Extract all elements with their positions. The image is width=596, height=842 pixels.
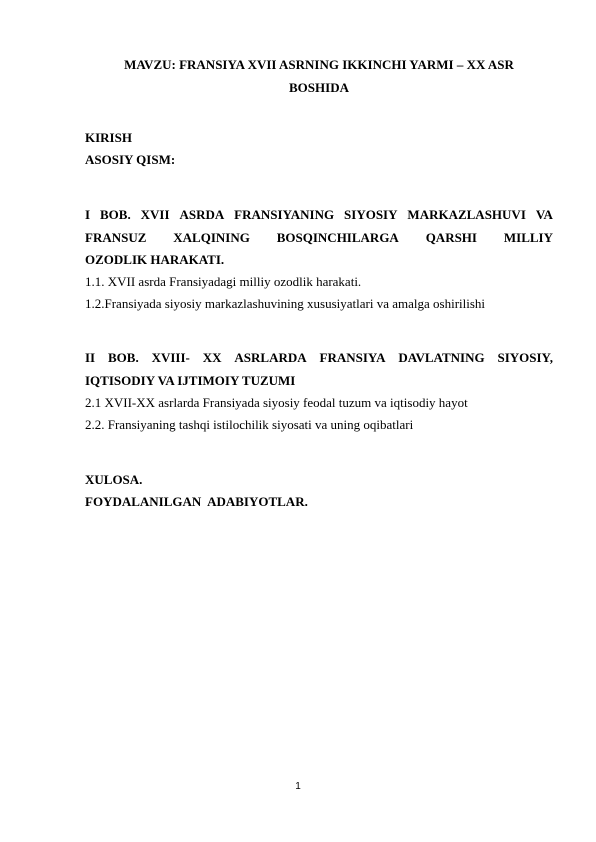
chapter2-word: XVIII- xyxy=(151,350,190,365)
chapter2-word: DAVLATNING xyxy=(398,350,485,365)
chapter1-word: I xyxy=(85,207,91,222)
main-part-heading: ASOSIY QISM: xyxy=(85,152,176,167)
chapter2-word: II xyxy=(85,350,96,365)
chapter1-word: BOB. xyxy=(99,207,131,222)
chapter2-word: FRANSIYA xyxy=(319,350,386,365)
section-2-2: 2.2. Fransiyaning tashqi istilochilik siyosati va uning oqibatlari xyxy=(85,417,414,432)
title-line-1: MAVZU: FRANSIYA XVII ASRNING IKKINCHI YARMI – XX ASR xyxy=(124,57,514,72)
chapter1-heading-line1 xyxy=(85,204,553,226)
chapter1-word: FRANSIYANING xyxy=(234,207,335,222)
page-number: 1 xyxy=(295,781,301,792)
references-heading: FOYDALANILGAN ADABIYOTLAR. xyxy=(85,494,308,509)
chapter2-word: SIYOSIY, xyxy=(497,350,553,365)
conclusion-heading: XULOSA. xyxy=(85,472,143,487)
chapter2-word: ASRLARDA xyxy=(234,350,307,365)
section-1-2: 1.2.Fransiyada siyosiy markazlashuvining xususiyatlari va amalga oshirilishi xyxy=(85,296,486,311)
chapter1-word: MARKAZLASHUVI xyxy=(407,207,526,222)
intro-heading: KIRISH xyxy=(85,130,132,145)
chapter2-heading-line1 xyxy=(85,347,553,369)
chapter1-word: MILLIY xyxy=(503,230,553,245)
chapter1-word: QARSHI xyxy=(425,230,477,245)
section-2-1: 2.1 XVII-XX asrlarda Fransiyada siyosiy feodal tuzum va iqtisodiy hayot xyxy=(85,395,468,410)
chapter1-word: BOSQINCHILARGA xyxy=(276,230,399,245)
section-1-1: 1.1. XVII asrda Fransiyadagi milliy ozodlik harakati. xyxy=(85,274,362,289)
chapter2-word: XX xyxy=(202,350,222,365)
chapter1-heading-line3: OZODLIK HARAKATI. xyxy=(85,252,225,267)
title-line-2: BOSHIDA xyxy=(289,80,349,95)
chapter1-word: XVII xyxy=(140,207,170,222)
chapter2-word: BOB. xyxy=(108,350,139,365)
chapter1-word: XALQINING xyxy=(173,230,250,245)
chapter2-heading-line2: IQTISODIY VA IJTIMOIY TUZUMI xyxy=(85,373,296,388)
chapter1-heading-line2 xyxy=(85,227,553,249)
document-title xyxy=(85,53,553,99)
chapter1-word: FRANSUZ xyxy=(85,230,147,245)
chapter1-word: SIYOSIY xyxy=(344,207,398,222)
chapter1-word: ASRDA xyxy=(179,207,225,222)
chapter1-word: VA xyxy=(535,207,553,222)
